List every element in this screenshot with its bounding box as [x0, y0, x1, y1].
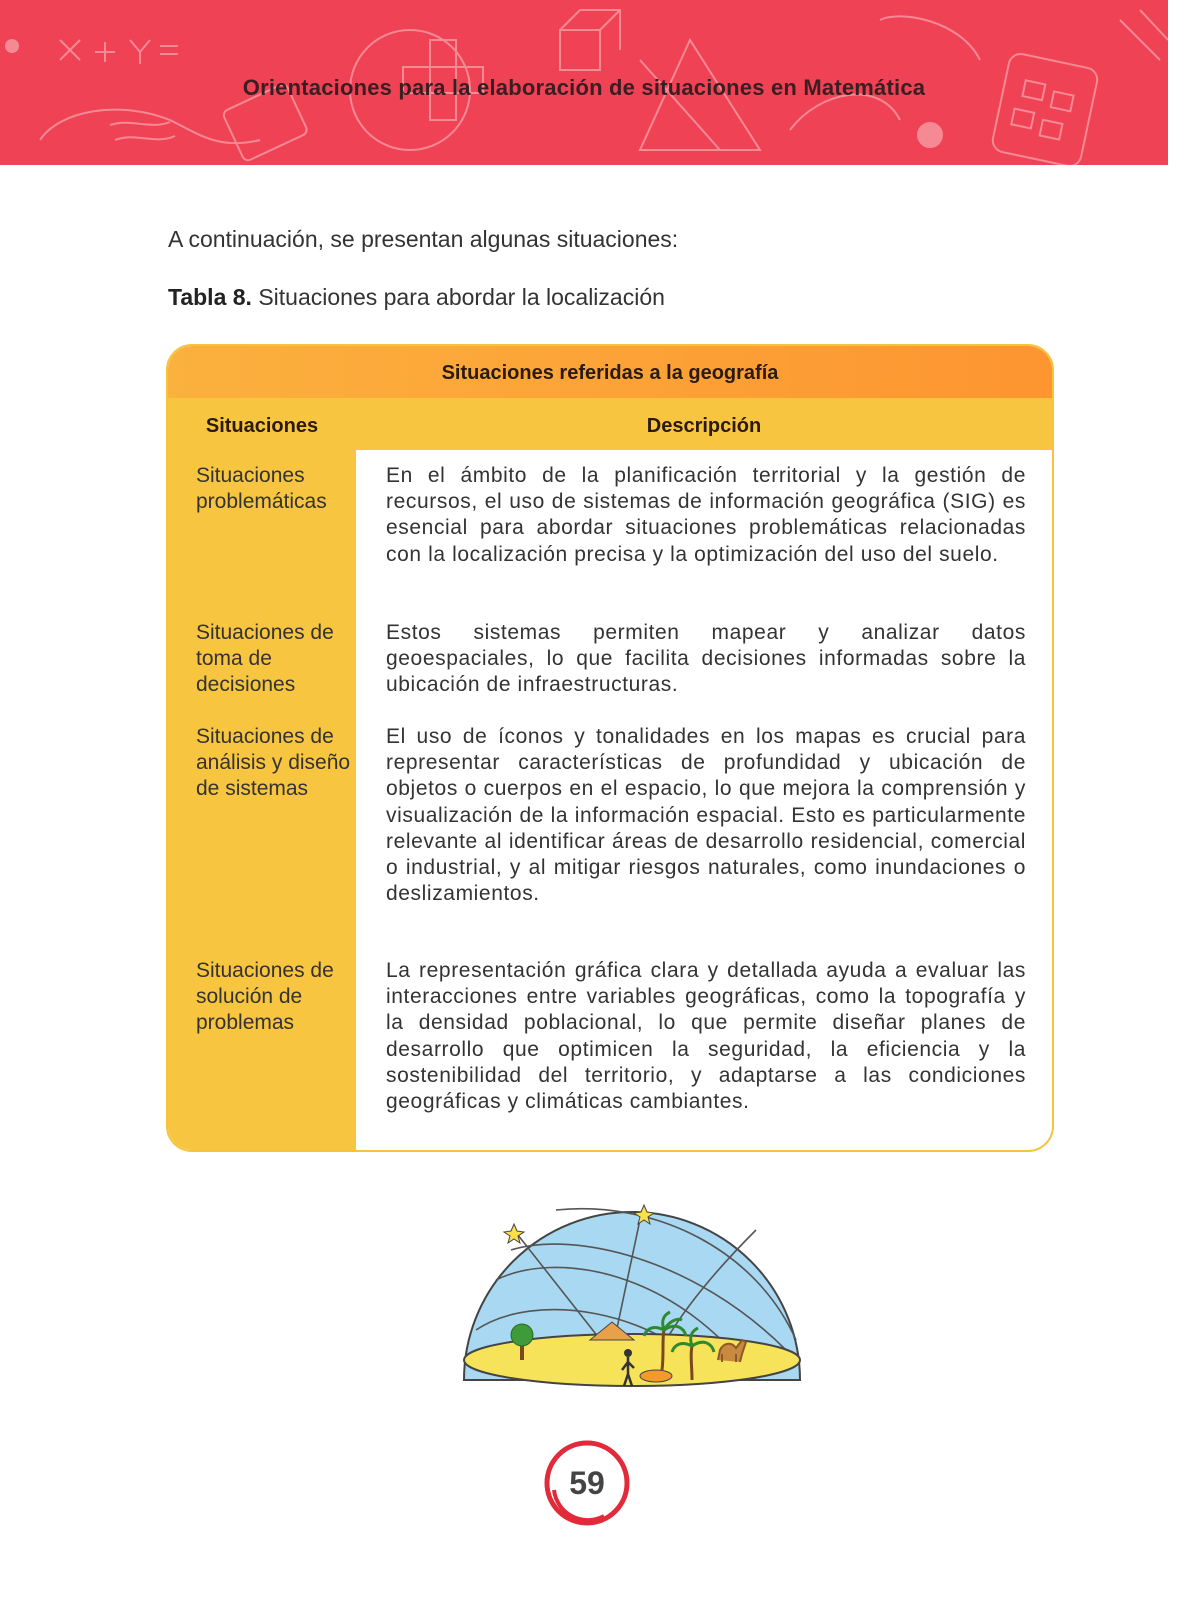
- row-label: Situaciones de solución de problemas: [196, 959, 334, 1034]
- header-title: Orientaciones para la elaboración de situaciones en Matemática: [242, 75, 926, 100]
- column-header-situaciones: Situaciones: [205, 415, 319, 437]
- table-title: Situaciones referidas a la geografía: [168, 346, 1052, 398]
- column-header-descripcion: Descripción: [646, 415, 762, 437]
- row-label: Situaciones problemáticas: [196, 464, 327, 513]
- situations-table: [166, 344, 1054, 1152]
- row-label: Situaciones de toma de decisiones: [196, 621, 334, 696]
- table-caption: [168, 284, 665, 311]
- table-caption-label: Tabla 8.: [168, 284, 252, 310]
- row-label: Situaciones de análisis y diseño de sistemas: [196, 725, 351, 800]
- row-description: La representación gráfica clara y detallada ayuda a evaluar las interacciones entre variables geográficas, como la topografía y la densidad poblacional, lo que permite diseñar planes de desarrollo que optimicen la seguridad, la eficiencia y la sostenibilidad del territorio, y adaptarse a las condiciones geográficas y climáticas cambiantes.: [386, 959, 1026, 1114]
- celestial-sphere-illustration: [456, 1190, 808, 1400]
- page-number: 59: [569, 1465, 605, 1501]
- page-header: [0, 0, 1168, 165]
- table-caption-text: Situaciones para abordar la localización: [251, 284, 665, 310]
- row-description: En el ámbito de la planificación territorial y la gestión de recursos, el uso de sistemas de información geográfica (SIG) es esencial para abordar situaciones problemáticas relacionadas con la localización precisa y la optimización del uso del suelo.: [386, 464, 1026, 566]
- row-description: Estos sistemas permiten mapear y analizar datos geoespaciales, lo que facilita decisiones informadas sobre la ubicación de infraestructuras.: [386, 621, 1026, 697]
- row-description: El uso de íconos y tonalidades en los mapas es crucial para representar características de profundidad y ubicación de objetos o cuerpos en el espacio, lo que mejora la comprensión y visualización de la información espacial. Esto es particularmente relevante al identificar áreas de desarrollo residencial, comercial o industrial, y al mitigar riesgos naturales, como inundaciones o deslizamientos.: [386, 725, 1026, 906]
- intro-text: A continuación, se presentan algunas situaciones:: [168, 226, 679, 252]
